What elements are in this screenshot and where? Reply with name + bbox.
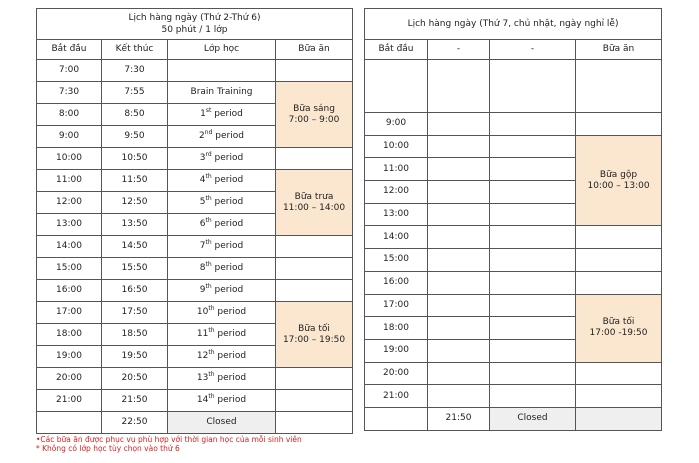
- weekend-empty-cell: [490, 317, 576, 340]
- class-name: 12: [196, 351, 209, 361]
- start-time-cell: 19:00: [37, 346, 102, 368]
- weekend-meal-empty-cell: [576, 226, 662, 249]
- period-word: period: [214, 329, 247, 339]
- weekend-empty-cell: [428, 181, 490, 204]
- weekend-row: [365, 362, 662, 385]
- end-time-cell: 11:50: [102, 170, 168, 192]
- footnote-meals: •Các bữa ăn được phục vụ phù hợp với thời gian học của mỗi sinh viên: [36, 435, 302, 444]
- start-time-cell: 10:00: [37, 148, 102, 170]
- lunch-cell-time: 11:00 – 14:00: [282, 202, 346, 213]
- class-name: 13: [196, 373, 209, 383]
- start-time-cell: 14:00: [37, 236, 102, 258]
- class-cell: [168, 324, 276, 346]
- start-time-cell: 16:00: [37, 280, 102, 302]
- weekend-empty-cell: [428, 113, 490, 136]
- weekend-row: [365, 113, 662, 136]
- class-name: 4: [199, 175, 206, 185]
- weekend-blank-cell: [428, 60, 490, 113]
- weekend-empty-cell: [490, 203, 576, 226]
- start-time-cell: 18:00: [37, 324, 102, 346]
- start-time-cell: [37, 412, 102, 434]
- weekend-row: [365, 294, 662, 317]
- schedule-row: [37, 390, 353, 412]
- header-class: Lớp học: [168, 40, 276, 60]
- dinner-cell: [276, 302, 353, 368]
- meal-empty-cell: [276, 390, 353, 412]
- weekend-header-start: Bắt đầu: [365, 40, 428, 60]
- class-cell: [168, 258, 276, 280]
- period-word: period: [211, 153, 244, 163]
- weekend-empty-cell: [428, 158, 490, 181]
- ordinal-suffix: rd: [205, 151, 212, 158]
- end-time-cell: 8:50: [102, 104, 168, 126]
- class-name: 10: [196, 307, 209, 317]
- weekend-dinner-cell: [576, 294, 662, 362]
- lunch-cell-label: Bữa trưa: [294, 191, 334, 202]
- end-time-cell: 18:50: [102, 324, 168, 346]
- class-cell: [168, 280, 276, 302]
- weekend-meal-empty-cell: [576, 407, 662, 430]
- period-word: period: [212, 131, 244, 141]
- start-time-cell: 9:00: [37, 126, 102, 148]
- class-name: 8: [199, 263, 206, 273]
- weekend-start-cell: 16:00: [365, 271, 428, 294]
- weekend-start-cell: 14:00: [365, 226, 428, 249]
- weekend-closing-time: 21:50: [428, 407, 490, 430]
- weekend-empty-cell: [490, 181, 576, 204]
- start-time-cell: 7:00: [37, 60, 102, 82]
- end-time-cell: 10:50: [102, 148, 168, 170]
- class-cell: [168, 170, 276, 192]
- header-start: Bắt đầu: [37, 40, 102, 60]
- weekend-header-dash-1: -: [428, 40, 490, 60]
- class-name: Brain Training: [190, 87, 253, 97]
- period-word: period: [211, 285, 244, 295]
- weekend-meal-empty-cell: [576, 385, 662, 408]
- ordinal-suffix: st: [205, 107, 212, 114]
- ordinal-suffix: th: [205, 195, 212, 202]
- breakfast-cell-label: Bữa sáng: [293, 103, 335, 114]
- class-name: 3: [199, 153, 206, 163]
- end-time-cell: 21:50: [102, 390, 168, 412]
- class-cell: [168, 126, 276, 148]
- weekend-start-cell: 21:00: [365, 385, 428, 408]
- class-name: 2: [199, 131, 205, 141]
- period-word: period: [211, 197, 244, 207]
- dinner-cell-time: 17:00 – 19:50: [282, 334, 346, 345]
- breakfast-cell: [276, 82, 353, 148]
- schedule-row: [37, 258, 353, 280]
- weekend-empty-cell: [490, 339, 576, 362]
- end-time-cell: 20:50: [102, 368, 168, 390]
- weekend-blank-cell: [365, 60, 428, 113]
- header-meal: Bữa ăn: [276, 40, 353, 60]
- period-word: period: [211, 219, 244, 229]
- weekend-closed-cell: Closed: [490, 407, 576, 430]
- weekend-row: [365, 226, 662, 249]
- class-name: 14: [196, 395, 209, 405]
- ordinal-suffix: th: [208, 371, 215, 378]
- weekend-empty-cell: [428, 385, 490, 408]
- weekend-blank-cell: [490, 60, 576, 113]
- schedule-row: [37, 148, 353, 170]
- start-time-cell: 17:00: [37, 302, 102, 324]
- weekend-empty-cell: [490, 249, 576, 272]
- end-time-cell: 12:50: [102, 192, 168, 214]
- weekend-empty-cell: [490, 385, 576, 408]
- end-time-cell: 14:50: [102, 236, 168, 258]
- weekend-empty-cell: [490, 271, 576, 294]
- weekend-empty-cell: [428, 226, 490, 249]
- ordinal-suffix: th: [205, 239, 212, 246]
- weekend-start-cell: 10:00: [365, 135, 428, 158]
- breakfast-cell-time: 7:00 – 9:00: [288, 114, 340, 125]
- weekend-header-meal: Bữa ăn: [576, 40, 662, 60]
- ordinal-suffix: th: [205, 283, 212, 290]
- schedule-row: [37, 412, 353, 434]
- start-time-cell: 15:00: [37, 258, 102, 280]
- header-end: Kết thúc: [102, 40, 168, 60]
- weekend-schedule-table: [364, 8, 662, 431]
- class-name: 7: [199, 241, 206, 251]
- class-cell: [168, 60, 276, 82]
- weekend-closing-row: [365, 407, 662, 430]
- weekend-row: [365, 249, 662, 272]
- period-word: period: [211, 241, 244, 251]
- weekend-start-cell: 20:00: [365, 362, 428, 385]
- start-time-cell: 20:00: [37, 368, 102, 390]
- weekend-start-cell: 19:00: [365, 339, 428, 362]
- weekend-empty-cell: [490, 135, 576, 158]
- meal-empty-cell: [276, 60, 353, 82]
- end-time-cell: 17:50: [102, 302, 168, 324]
- weekend-start-cell: 17:00: [365, 294, 428, 317]
- period-word: period: [214, 351, 247, 361]
- weekend-meal-empty-cell: [576, 271, 662, 294]
- start-time-cell: 12:00: [37, 192, 102, 214]
- footnote-friday: * Không có lớp học tùy chọn vào thứ 6: [36, 444, 180, 453]
- meal-empty-cell: [276, 148, 353, 170]
- ordinal-suffix: th: [205, 217, 212, 224]
- weekend-empty-cell: [428, 249, 490, 272]
- weekend-empty-cell: [428, 339, 490, 362]
- class-cell: [168, 192, 276, 214]
- weekend-header-dash-2: -: [490, 40, 576, 60]
- weekend-meal-empty-cell: [576, 113, 662, 136]
- end-time-cell: 13:50: [102, 214, 168, 236]
- ordinal-suffix: th: [208, 327, 215, 334]
- period-word: period: [211, 175, 244, 185]
- schedule-row: [37, 368, 353, 390]
- start-time-cell: 7:30: [37, 82, 102, 104]
- class-cell: [168, 368, 276, 390]
- weekend-empty-cell: [365, 407, 428, 430]
- ordinal-suffix: th: [208, 393, 215, 400]
- class-cell: [168, 214, 276, 236]
- end-time-cell: 22:50: [102, 412, 168, 434]
- schedule-row: [37, 60, 353, 82]
- weekend-empty-cell: [490, 362, 576, 385]
- class-name: 5: [199, 197, 206, 207]
- schedule-row: [37, 280, 353, 302]
- class-cell: [168, 390, 276, 412]
- weekday-title: Lịch hàng ngày (Thứ 2-Thứ 6): [128, 13, 261, 23]
- end-time-cell: 7:55: [102, 82, 168, 104]
- weekend-dinner-cell-label: Bữa tối: [602, 317, 635, 328]
- ordinal-suffix: th: [205, 173, 212, 180]
- weekend-title: Lịch hàng ngày (Thứ 7, chủ nhật, ngày nghỉ lễ): [365, 9, 662, 40]
- brunch-cell-label: Bữa gộp: [599, 169, 638, 180]
- ordinal-suffix: th: [205, 261, 212, 268]
- dinner-cell-label: Bữa tối: [298, 323, 330, 334]
- weekend-empty-cell: [490, 226, 576, 249]
- class-name: 1: [200, 109, 206, 119]
- start-time-cell: 11:00: [37, 170, 102, 192]
- class-cell: [168, 148, 276, 170]
- end-time-cell: 9:50: [102, 126, 168, 148]
- weekday-subtitle: 50 phút / 1 lớp: [161, 25, 228, 35]
- class-cell: [168, 302, 276, 324]
- period-word: period: [214, 395, 247, 405]
- weekend-empty-cell: [428, 317, 490, 340]
- brunch-cell: [576, 135, 662, 226]
- meal-empty-cell: [276, 368, 353, 390]
- end-time-cell: 7:30: [102, 60, 168, 82]
- class-cell: [168, 82, 276, 104]
- class-cell: [168, 236, 276, 258]
- weekend-start-cell: 13:00: [365, 203, 428, 226]
- weekend-empty-cell: [490, 113, 576, 136]
- weekend-row: [365, 385, 662, 408]
- meal-empty-cell: [276, 412, 353, 434]
- meal-empty-cell: [276, 236, 353, 258]
- class-cell: [168, 104, 276, 126]
- weekend-start-cell: 12:00: [365, 181, 428, 204]
- weekend-start-cell: 15:00: [365, 249, 428, 272]
- weekend-empty-cell: [490, 158, 576, 181]
- schedule-row: [37, 170, 353, 192]
- schedule-row: [37, 236, 353, 258]
- weekend-row: [365, 135, 662, 158]
- class-cell: [168, 346, 276, 368]
- end-time-cell: 15:50: [102, 258, 168, 280]
- lunch-cell: [276, 170, 353, 236]
- class-cell: [168, 412, 276, 434]
- end-time-cell: 16:50: [102, 280, 168, 302]
- ordinal-suffix: th: [208, 305, 215, 312]
- period-word: period: [214, 373, 247, 383]
- period-word: period: [211, 109, 243, 119]
- weekend-dinner-cell-time: 17:00 -19:50: [589, 328, 648, 339]
- weekend-start-cell: 9:00: [365, 113, 428, 136]
- start-time-cell: 21:00: [37, 390, 102, 412]
- brunch-cell-time: 10:00 – 13:00: [587, 180, 650, 191]
- weekend-empty-cell: [428, 203, 490, 226]
- class-name: 6: [199, 219, 206, 229]
- ordinal-suffix: th: [208, 349, 215, 356]
- start-time-cell: 13:00: [37, 214, 102, 236]
- weekend-empty-cell: [490, 294, 576, 317]
- weekend-start-cell: 11:00: [365, 158, 428, 181]
- weekday-title-cell: [37, 9, 353, 40]
- class-name: 9: [199, 285, 206, 295]
- ordinal-suffix: nd: [204, 129, 213, 136]
- weekend-blank-meal-cell: [576, 60, 662, 113]
- weekend-start-cell: 18:00: [365, 317, 428, 340]
- end-time-cell: 19:50: [102, 346, 168, 368]
- meal-empty-cell: [276, 280, 353, 302]
- weekend-meal-empty-cell: [576, 362, 662, 385]
- weekend-empty-cell: [428, 271, 490, 294]
- schedule-row: [37, 302, 353, 324]
- weekend-empty-cell: [428, 135, 490, 158]
- weekend-empty-cell: [428, 294, 490, 317]
- weekend-meal-empty-cell: [576, 249, 662, 272]
- start-time-cell: 8:00: [37, 104, 102, 126]
- schedule-row: [37, 82, 353, 104]
- meal-empty-cell: [276, 258, 353, 280]
- class-name: 11: [196, 329, 209, 339]
- weekend-row: [365, 271, 662, 294]
- period-word: period: [211, 263, 244, 273]
- period-word: period: [214, 307, 247, 317]
- class-name: Closed: [206, 417, 237, 427]
- weekday-schedule-table: [36, 8, 353, 434]
- weekend-empty-cell: [428, 362, 490, 385]
